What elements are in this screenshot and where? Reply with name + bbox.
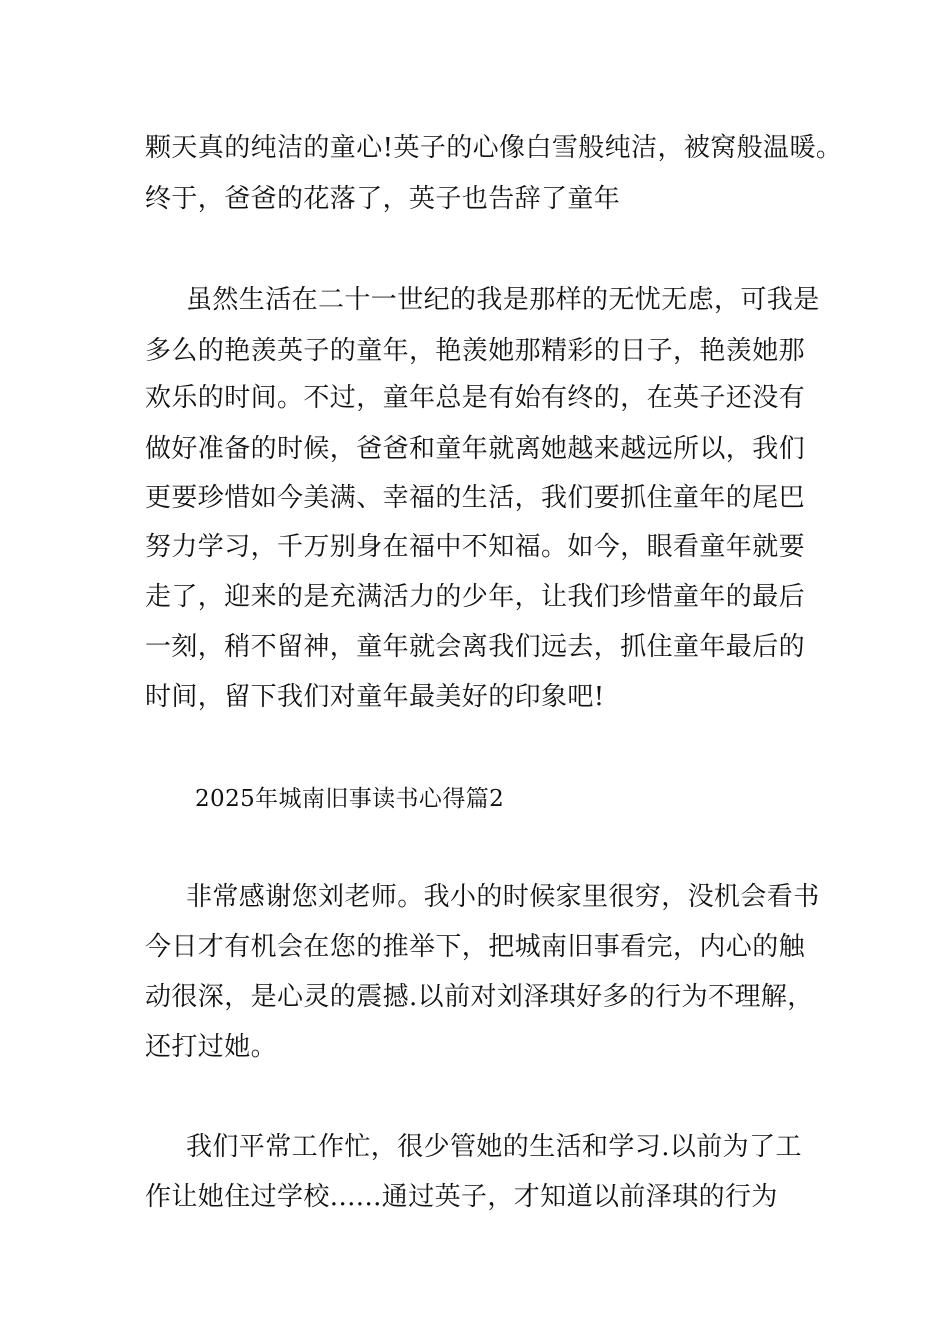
- para2-line-1: 非常感谢您刘老师。我小的时候家里很穷，没机会看书: [186, 882, 820, 912]
- section-heading: 2025年城南旧事读书心得篇2: [195, 786, 505, 812]
- para1-line-2: 多么的艳羡英子的童年，艳羡她那精彩的日子，艳羡她那: [145, 336, 806, 366]
- para1-line-4: 做好准备的时候，爸爸和童年就离她越来越远所以，我们: [145, 434, 806, 464]
- para3-line-1: 我们平常工作忙，很少管她的生活和学习.以前为了工: [186, 1132, 802, 1162]
- para1-line-3: 欢乐的时间。不过，童年总是有始有终的，在英子还没有: [145, 383, 806, 413]
- para1-line-6: 努力学习，千万别身在福中不知福。如今，眼看童年就要: [145, 532, 806, 562]
- para2-line-4: 还打过她。: [145, 1032, 278, 1062]
- intro-line-2: 终于，爸爸的花落了，英子也告辞了童年: [145, 184, 621, 214]
- para3-line-2: 作让她住过学校......通过英子，才知道以前泽琪的行为: [145, 1182, 778, 1212]
- para1-line-8: 一刻，稍不留神，童年就会离我们远去，抓住童年最后的: [145, 632, 806, 662]
- para1-line-9: 时间，留下我们对童年最美好的印象吧!: [145, 682, 605, 712]
- para2-line-2: 今日才有机会在您的推举下，把城南旧事看完，内心的触: [145, 932, 806, 962]
- para2-line-3: 动很深，是心灵的震撼.以前对刘泽琪好多的行为不理解，: [145, 982, 814, 1012]
- para1-line-1: 虽然生活在二十一世纪的我是那样的无忧无虑，可我是: [186, 285, 820, 315]
- para1-line-5: 更要珍惜如今美满、幸福的生活，我们要抓住童年的尾巴: [145, 483, 806, 513]
- para1-line-7: 走了，迎来的是充满活力的少年，让我们珍惜童年的最后: [145, 582, 806, 612]
- intro-line-1: 颗天真的纯洁的童心!英子的心像白雪般纯洁，被窝般温暖。: [145, 133, 843, 163]
